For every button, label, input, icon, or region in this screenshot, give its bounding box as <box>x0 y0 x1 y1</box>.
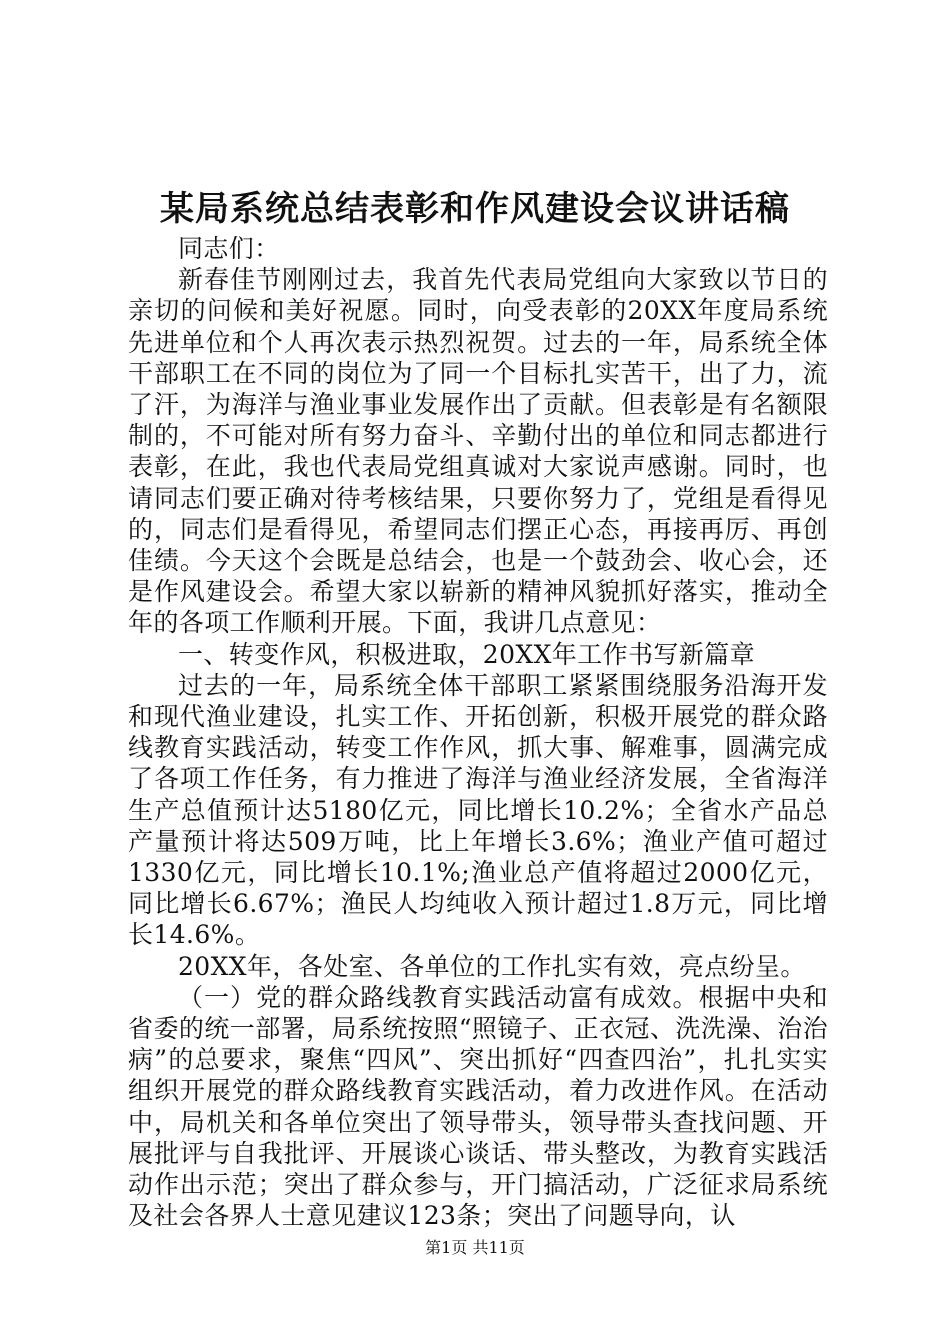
body-paragraph: （一）党的群众路线教育实践活动富有成效。根据中央和省委的统一部署，局系统按照“照镜子、正衣冠、洗洗澡、治治病”的总要求，聚焦“四风”、突出抓好“四查四治”，扎扎实实组织开展党的群众路线教育实践活动，着力改进作风。在活动中，局机关和各单位突出了领导带头，领导带头查找问题、开展批评与自我批评、开展谈心谈话、带头整改，为教育实践活动作出示范；突出了群众参与，开门搞活动，广泛征求局系统及社会各界人士意见建议123条；突出了问题导向，认 <box>128 982 828 1231</box>
body-paragraph: 20XX年，各处室、各单位的工作扎实有效，亮点纷呈。 <box>178 951 806 981</box>
page-number-footer: 第1页 共11页 <box>425 1238 525 1257</box>
body-paragraph: 过去的一年，局系统全体干部职工紧紧围绕服务沿海开发和现代渔业建设，扎实工作、开拓创新，积极开展党的群众路线教育实践活动，转变工作作风，抓大事、解难事，圆满完成了各项工作任务，有力推进了海洋与渔业经济发展，全省海洋生产总值预计达5180亿元，同比增长10.2%；全省水产品总产量预计将达509万吨，比上年增长3.6%；渔业产值可超过1330亿元，同比增长10.1%;渔业总产值将超过2000亿元，同比增长6.67%；渔民人均纯收入预计超过1.8万元，同比增长14.6%。 <box>128 670 828 950</box>
document-body <box>128 233 828 1232</box>
document-title: 某局系统总结表彰和作风建设会议讲话稿 <box>160 189 790 229</box>
salutation: 同志们： <box>178 234 280 263</box>
body-paragraph: 新春佳节刚刚过去，我首先代表局党组向大家致以节日的亲切的问候和美好祝愿。同时，向受表彰的20XX年度局系统先进单位和个人再次表示热烈祝贺。过去的一年，局系统全体干部职工在不同的岗位为了同一个目标扎实苦干，出了力，流了汗，为海洋与渔业事业发展作出了贡献。但表彰是有名额限制的，不可能对所有努力奋斗、辛勤付出的单位和同志都进行表彰，在此，我也代表局党组真诚对大家说声感谢。同时，也请同志们要正确对待考核结果，只要你努力了，党组是看得见的，同志们是看得见，希望同志们摆正心态，再接再厉、再创佳绩。今天这个会既是总结会，也是一个鼓劲会、收心会，还是作风建设会。希望大家以崭新的精神风貌抓好落实，推动全年的各项工作顺利开展。下面，我讲几点意见： <box>128 265 828 638</box>
section-heading: 一、转变作风，积极进取，20XX年工作书写新篇章 <box>178 639 756 669</box>
